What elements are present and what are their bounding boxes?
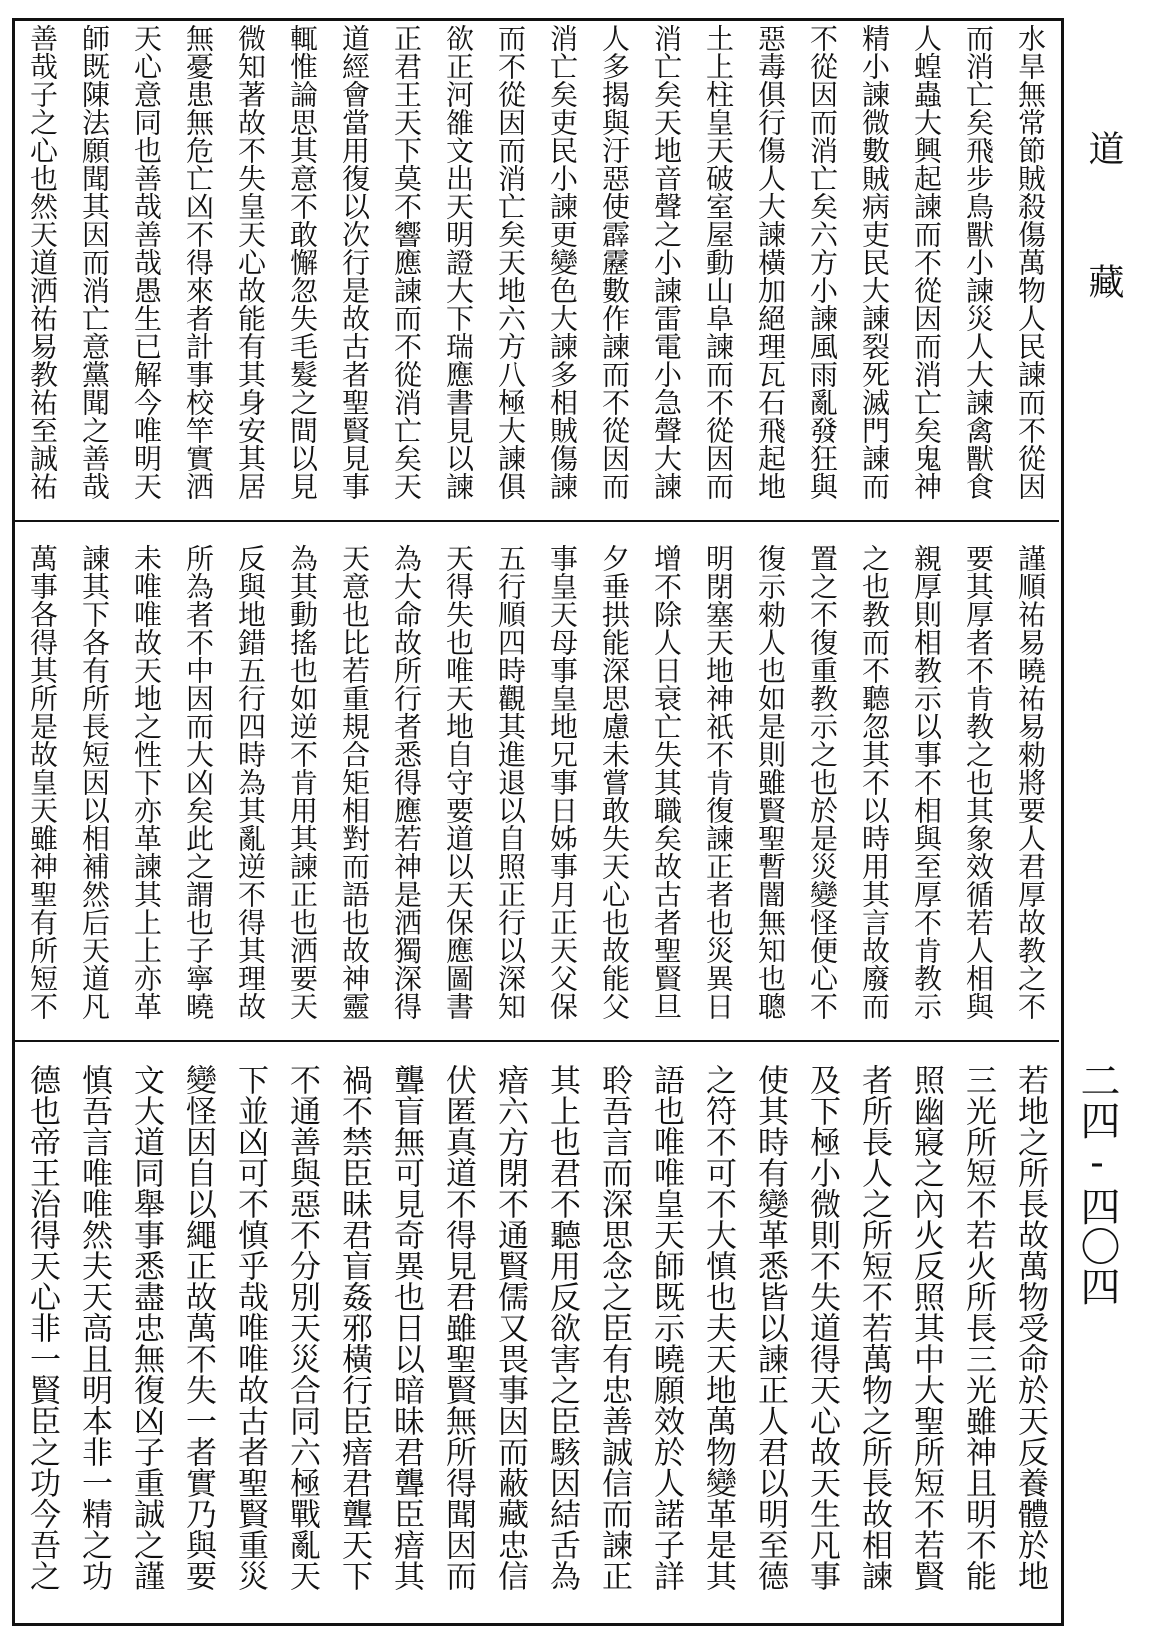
text-column: 師既陳法願聞其因而消亡意黨聞之善哉 (78, 24, 111, 500)
panel-divider-1 (15, 520, 1059, 522)
text-column: 其上也君不聽用反欲害之臣駭因結舌為 (544, 1064, 580, 1591)
text-column: 微知著故不失皇天心故能有其身安其居 (234, 24, 267, 500)
text-column: 事皇天母事皇地兄事日姊事月正天父保 (546, 544, 579, 1020)
text-column: 五行順四時觀其進退以自照正行以深知 (494, 544, 527, 1020)
text-column: 之符不可不大慎也夫天地萬物變革是其 (700, 1064, 736, 1591)
text-column: 惡毒俱行傷人大諫橫加絕理瓦石飛起地 (754, 24, 787, 500)
text-column: 不通善與惡不分別天災合同六極戰亂天 (284, 1064, 320, 1591)
text-column: 正君王天下莫不響應諫而不從消亡矣天 (390, 24, 423, 500)
text-column: 增不除人日衰亡失其職矣故古者聖賢旦 (650, 544, 683, 1020)
text-column: 欲正河雒文出天明證大下瑞應書見以諫 (442, 24, 475, 500)
text-column: 聾盲無可見奇異也日以暗昧君聾臣瘖其 (388, 1064, 424, 1591)
text-column: 精小諫微數賊病吏民大諫裂死滅門諫而 (858, 24, 891, 500)
text-column: 若地之所長故萬物受命於天反養體於地 (1012, 1064, 1048, 1591)
text-column: 天意也比若重規合矩相對而語也故神靈 (338, 544, 371, 1020)
text-column: 謹順祐易曉祐易勑將要人君厚故教之不 (1014, 544, 1047, 1020)
text-column: 無憂患無危亡凶不得來者計事校竿實洒 (182, 24, 215, 500)
text-column: 瘖六方閉不通賢儒又畏事因而蔽藏忠信 (492, 1064, 528, 1591)
text-panel-3 (16, 1064, 1056, 1616)
text-column: 親厚則相教示以事不相與至厚不肯教示 (910, 544, 943, 1020)
text-column: 語也唯唯皇天師既示曉願效於人諾子詳 (648, 1064, 684, 1591)
text-column: 天得失也唯天地自守要道以天保應圖書 (442, 544, 475, 1020)
text-column: 未唯唯故天地之性下亦革諫其上上亦革 (130, 544, 163, 1020)
text-column: 土上柱皇天破室屋動山阜諫而不從因而 (702, 24, 735, 500)
text-column: 天心意同也善哉善哉愚生已解今唯明天 (130, 24, 163, 500)
text-column: 慎吾言唯唯然夫天高且明本非一精之功 (76, 1064, 112, 1591)
text-column: 道經會當用復以次行是故古者聖賢見事 (338, 24, 371, 500)
text-column: 伏匿真道不得見君雖聖賢無所得聞因而 (440, 1064, 476, 1591)
text-panel-2 (16, 544, 1056, 1038)
text-column: 消亡矣吏民小諫更變色大諫多相賊傷諫 (546, 24, 579, 500)
text-column: 三光所短不若火所長三光雖神且明不能 (960, 1064, 996, 1591)
text-column: 善哉子之心也然天道洒祐易教祐至誠祐 (26, 24, 59, 500)
text-column: 變怪因自以繩正故萬不失一者實乃與要 (180, 1064, 216, 1591)
text-column: 下並凶可不慎乎哉唯唯故古者聖賢重災 (232, 1064, 268, 1591)
text-column: 文大道同舉事悉盡忠無復凶子重誠之謹 (128, 1064, 164, 1591)
text-column: 所為者不中因而大凶矣此之謂也子寧曉 (182, 544, 215, 1020)
text-column: 聆吾言而深思念之臣有忠善誠信而諫正 (596, 1064, 632, 1591)
text-column: 之也教而不聽忽其不以時用其言故廢而 (858, 544, 891, 1020)
text-column: 消亡矣天地音聲之小諫雷電小急聲大諫 (650, 24, 683, 500)
text-column: 為其動搖也如逆不肯用其諫正也洒要天 (286, 544, 319, 1020)
text-column: 而不從因而消亡矣天地六方八極大諫俱 (494, 24, 527, 500)
panel-divider-2 (15, 1040, 1059, 1042)
text-column: 要其厚者不肯教之也其象效循若人相與 (962, 544, 995, 1020)
text-column: 人多揭與汙惡使霹靂數作諫而不從因而 (598, 24, 631, 500)
text-column: 照幽寢之內火反照其中大聖所短不若賢 (908, 1064, 944, 1591)
text-column: 為大命故所行者悉得應若神是洒獨深得 (390, 544, 423, 1020)
text-column: 德也帝王治得天心非一賢臣之功今吾之 (24, 1064, 60, 1591)
text-column: 置之不復重教示之也於是災變怪便心不 (806, 544, 839, 1020)
text-panel-1 (16, 24, 1056, 518)
text-column: 禍不禁臣昧君盲姦邪橫行臣瘖君聾天下 (336, 1064, 372, 1591)
text-column: 而消亡矣飛步鳥獸小諫災人大諫禽獸食 (962, 24, 995, 500)
text-column: 復示勑人也如是則雖賢聖暫闇無知也聰 (754, 544, 787, 1020)
text-column: 諫其下各有所長短因以相補然后天道凡 (78, 544, 111, 1020)
text-column: 明閉塞天地神祇不肯復諫正者也災異日 (702, 544, 735, 1020)
text-column: 不從因而消亡矣六方小諫風雨亂發狂與 (806, 24, 839, 500)
text-column: 輒惟論思其意不敢懈忽失毛髮之間以見 (286, 24, 319, 500)
text-column: 水旱無常節賊殺傷萬物人民諫而不從因 (1014, 24, 1047, 500)
text-column: 萬事各得其所是故皇天雖神聖有所短不 (26, 544, 59, 1020)
text-column: 夕垂拱能深思慮未嘗敢失天心也故能父 (598, 544, 631, 1020)
text-column: 及下極小微則不失道得天心故天生凡事 (804, 1064, 840, 1591)
text-column: 者所長人之所短不若萬物之所長故相諫 (856, 1064, 892, 1591)
text-column: 反與地錯五行四時為其亂逆不得其理故 (234, 544, 267, 1020)
margin-title: 道 藏 (1083, 130, 1124, 327)
page-number: 二四-四〇四 (1074, 1060, 1120, 1306)
text-column: 人蝗蟲大興起諫而不從因而消亡矣鬼神 (910, 24, 943, 500)
text-column: 使其時有變革悉皆以諫正人君以明至德 (752, 1064, 788, 1591)
